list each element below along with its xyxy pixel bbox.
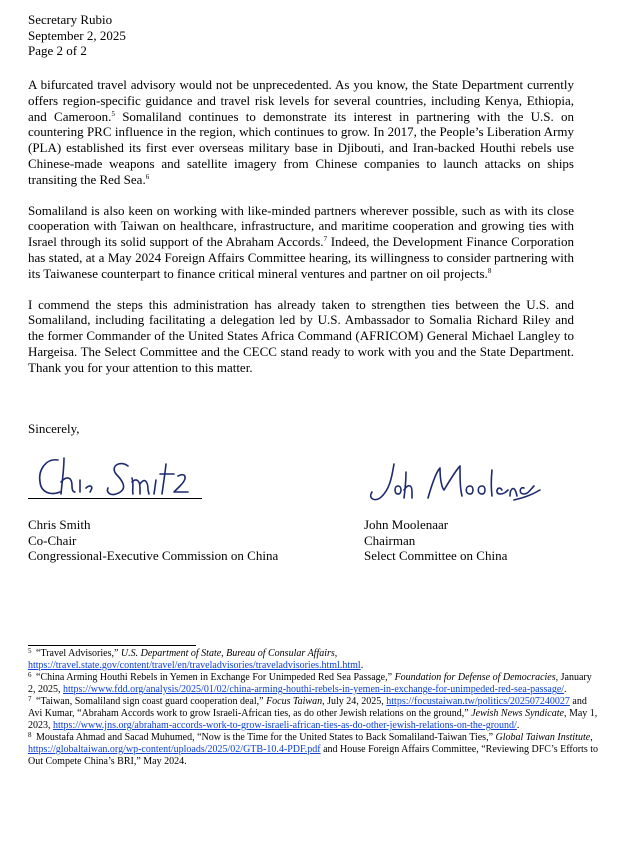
footnote-source: Global Taiwan Institute <box>495 732 591 743</box>
signer-title: Chairman <box>364 532 416 548</box>
footnote-text: , January 2, 2025, <box>28 672 592 695</box>
footnote-separator <box>28 645 196 646</box>
footnote-ref-8[interactable]: 8 <box>487 266 492 275</box>
closing: Sincerely, <box>28 421 80 436</box>
paragraph-1-text-a: A bifurcated travel advisory would not be unprecedented. As you know, the State Department currently offers region-specific guidance and travel risk levels for several countries, including Kenya, Ethiopia, and Cameroon. <box>28 77 574 124</box>
letter-date: September 2, 2025 <box>28 27 126 43</box>
footnote-5 <box>28 648 600 672</box>
footnote-source: Jewish News Syndicate <box>471 708 564 719</box>
footnote-text: . <box>516 720 520 731</box>
letter-header <box>28 12 126 59</box>
page-number: Page 2 of 2 <box>28 43 87 59</box>
footnote-number: 8 <box>28 731 32 739</box>
signer-left-block <box>28 517 278 564</box>
letter-body <box>28 77 574 376</box>
signer-right-block <box>364 517 507 564</box>
footnote-text: and Avi Kumar, “Abraham Accords work to grow Israeli-African ties, as do other Jewish relations on the ground,” <box>28 696 587 719</box>
footnotes <box>28 648 600 768</box>
paragraph-2-text-a: Somaliland is also keen on working with like-minded partners wherever possible, such as with its close cooperation with Taiwan on healthcare, infrastructure, and maritime cooperation and growing ties with Israel through its solid support of the Abraham Accords. <box>28 202 574 250</box>
footnote-text: . <box>360 660 364 671</box>
footnote-link[interactable]: https://globaltaiwan.org/wp-content/uploads/2025/02/GTB-10.4-PDF.pdf <box>28 744 321 755</box>
footnote-link[interactable]: https://focustaiwan.tw/politics/202507240027 <box>386 696 570 707</box>
footnote-ref-6[interactable]: 6 <box>145 172 150 181</box>
footnote-number: 7 <box>28 695 32 703</box>
footnote-text: , <box>334 648 338 659</box>
footnote-source: U.S. Department of State, Bureau of Consular Affairs <box>120 648 335 659</box>
signature-line <box>28 498 202 499</box>
footnote-6 <box>28 672 600 696</box>
recipient: Secretary Rubio <box>28 12 113 27</box>
footnote-text: , July 24, 2025, <box>322 696 387 707</box>
footnote-number: 5 <box>28 647 32 655</box>
footnote-text: Moustafa Ahmad and Sacad Muhumed, “Now is the Time for the United States to Back Somaliland-Taiwan Ties,” <box>33 732 496 743</box>
footnote-text: , <box>590 732 593 743</box>
signature-john-moolenaar <box>364 460 544 504</box>
footnote-source: Foundation for Defense of Democracies <box>394 672 556 683</box>
footnote-ref-7[interactable]: 7 <box>323 235 328 244</box>
signer-name: Chris Smith <box>28 517 91 532</box>
signature-chris-smith <box>28 452 204 500</box>
footnote-8 <box>28 732 600 768</box>
paragraph-1 <box>28 77 574 188</box>
footnote-text: “Travel Advisories,” <box>33 648 121 659</box>
signer-organization: Select Committee on China <box>364 548 508 564</box>
paragraph-3: I commend the steps this administration has already taken to strengthen ties between the U.S. and Somaliland, including facilitating a delegation led by U.S. Ambassador to Somalia Richard Riley and the former Commander of the United States Africa Command (AFRICOM) General Michael Langley to Hargeisa. The Select Committee and the CECC stand ready to work with you and the State Department. Thank you for your attention to this matter. <box>28 296 574 375</box>
footnote-link[interactable]: https://travel.state.gov/content/travel/en/traveladvisories/traveladvisories.html.html <box>28 660 361 671</box>
footnote-link[interactable]: https://www.fdd.org/analysis/2025/01/02/china-arming-houthi-rebels-in-yemen-in-exchange-for-unimpeded-red-sea-passage/ <box>63 684 565 695</box>
footnote-text: , May 1, 2023, <box>28 708 598 731</box>
paragraph-2 <box>28 203 574 282</box>
footnote-source: Focus Taiwan <box>266 696 323 707</box>
footnote-text: and House Foreign Affairs Committee, “Reviewing DFC’s Efforts to Out Compete China’s BRI,” May 2024. <box>28 744 598 767</box>
footnote-number: 6 <box>28 671 32 679</box>
paragraph-1-text-b: Somaliland continues to demonstrate its interest in partnering with the U.S. on countering PRC influence in the region, which continues to grow. In 2017, the People’s Liberation Army (PLA) established its first ever overseas military base in Djibouti, and Iran-backed Houthi rebels use Chinese-made weapons and satellite imagery from Chinese companies to launch attacks on ships transiting the Red Sea. <box>28 108 574 187</box>
footnote-text: “Taiwan, Somaliland sign coast guard cooperation deal,” <box>33 696 267 707</box>
footnote-ref-5[interactable]: 5 <box>111 109 115 118</box>
signer-title: Co-Chair <box>28 532 77 548</box>
footnote-link[interactable]: https://www.jns.org/abraham-accords-work-to-grow-israeli-african-ties-as-do-other-jewish-relations-on-the-ground/ <box>53 720 517 731</box>
footnote-text: . <box>564 684 567 695</box>
paragraph-2-text-b: Indeed, the Development Finance Corporation has stated, at a May 2024 Foreign Affairs Committee hearing, its willingness to consider partnering with its Taiwanese counterpart to finance critical mineral ventures and partner on oil projects. <box>28 234 574 281</box>
signer-name: John Moolenaar <box>364 517 449 532</box>
footnote-text: “China Arming Houthi Rebels in Yemen in Exchange For Unimpeded Red Sea Passage,” <box>33 672 395 683</box>
footnote-7 <box>28 696 600 732</box>
signer-organization: Congressional-Executive Commission on China <box>28 548 279 564</box>
